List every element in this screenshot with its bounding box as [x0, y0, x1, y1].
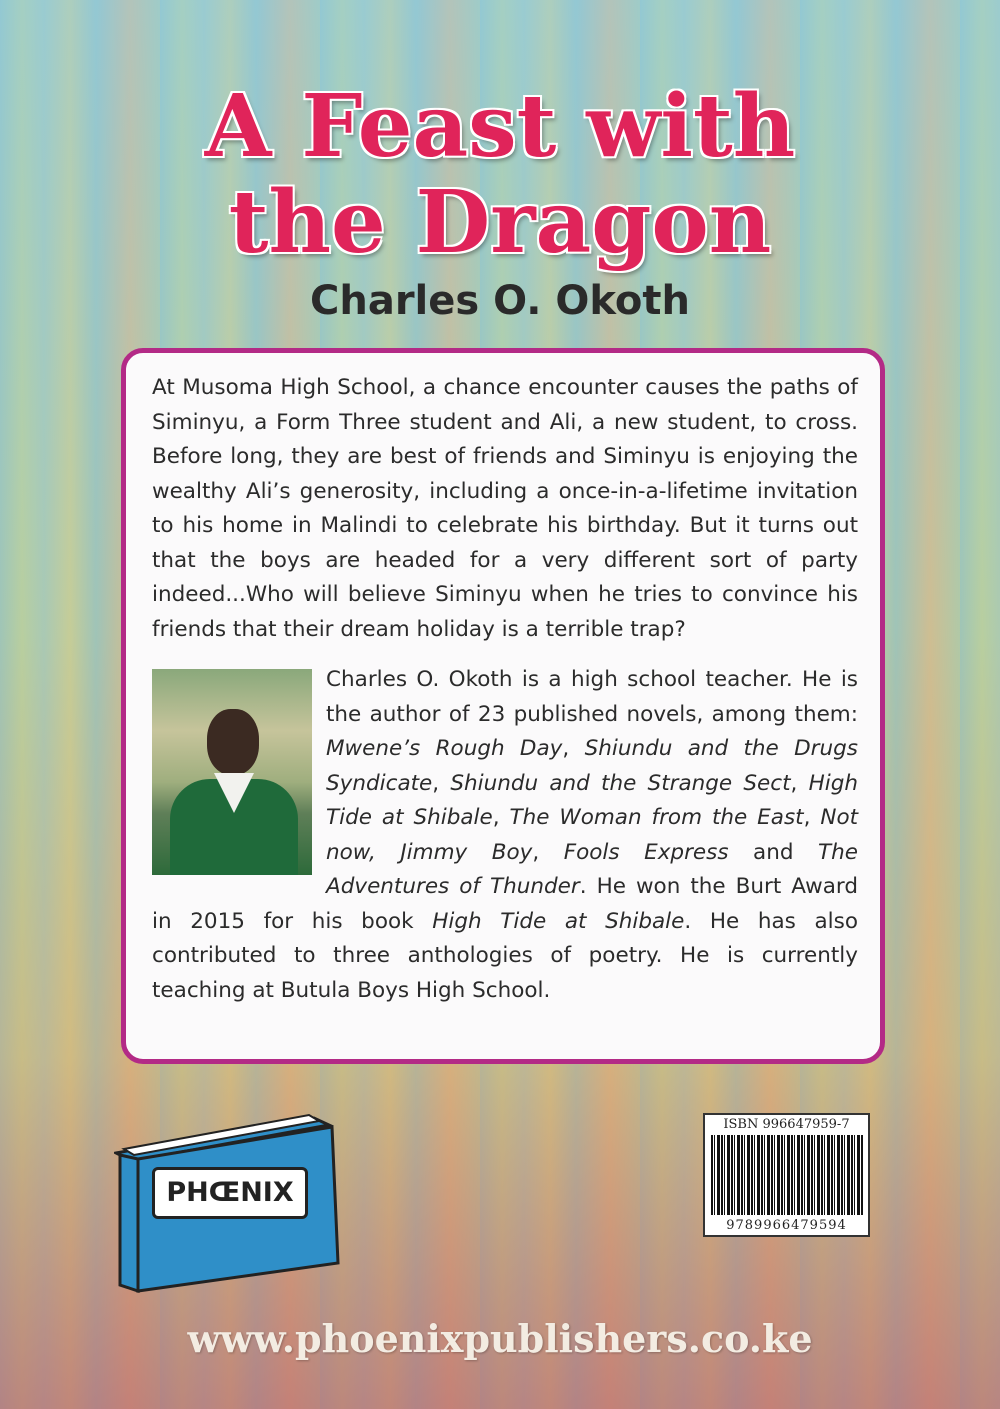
author-photo	[152, 669, 312, 875]
bio-sep-4: ,	[492, 805, 510, 830]
bio-book-5: The Woman from the East	[509, 805, 804, 830]
book-blurb: At Musoma High School, a chance encounter causes the paths of Siminyu, a Form Three student and Ali, a new student, to cross. Before long, they are best of friends and Siminyu is enjoying the wealthy Ali’s generosity, including a once-in-a-lifetime invitation to his home in Malindi to celebrate his birthday. But it turns out that the boys are headed for a very different sort of party indeed...Who will believe Siminyu when he tries to convince his friends that their dream holiday is a terrible trap?	[152, 375, 858, 642]
barcode-icon	[703, 1113, 870, 1237]
author-bio	[152, 663, 858, 1008]
bio-sep-1: ,	[562, 736, 585, 761]
publisher-website: www.phoenixpublishers.co.ke	[187, 1316, 813, 1361]
bio-text-1: Charles O. Okoth is a high school teacher. He is the author of 23 published novels, among them:	[326, 667, 858, 727]
bio-book-2: Shiundu and the Drugs Syndicate	[326, 736, 858, 796]
bio-sep-7: and	[728, 839, 819, 865]
book-title-line1: A Feast with	[204, 76, 796, 177]
book-title-line2: the Dragon	[228, 172, 772, 273]
ean-number: 9789966479594	[726, 1218, 847, 1233]
bio-text-3: . He has also contributed to three anthologies of poetry. He is currently teaching at Butula Boys High School.	[152, 908, 858, 1003]
bio-award-book: High Tide at Shibale	[432, 908, 685, 934]
open-book-logo-icon	[114, 1113, 344, 1293]
bio-sep-3: ,	[790, 770, 809, 796]
bio-sep-6: ,	[532, 839, 564, 865]
bio-book-1: Mwene’s Rough Day	[326, 736, 563, 761]
author-photo-face	[207, 709, 259, 775]
bio-book-3: Shiundu and the Strange Sect	[450, 770, 791, 796]
bio-sep-5: ,	[803, 805, 821, 830]
bio-book-6: Not now, Jimmy Boy	[326, 805, 859, 865]
author-name: Charles O. Okoth	[310, 278, 690, 324]
bio-book-8: The Adventures of Thunder	[326, 839, 859, 899]
isbn-number: ISBN 996647959-7	[723, 1117, 850, 1132]
bio-text-2: . He won the Burt Award in 2015 for his book	[152, 874, 858, 934]
bio-sep-2: ,	[432, 770, 451, 796]
bio-book-4: High Tide at Shibale	[326, 770, 859, 830]
bio-book-7: Fools Express	[563, 839, 729, 865]
barcode-bars	[711, 1135, 863, 1215]
publisher-logo-text: PHŒNIX	[152, 1167, 308, 1219]
blurb-panel	[121, 348, 885, 1064]
